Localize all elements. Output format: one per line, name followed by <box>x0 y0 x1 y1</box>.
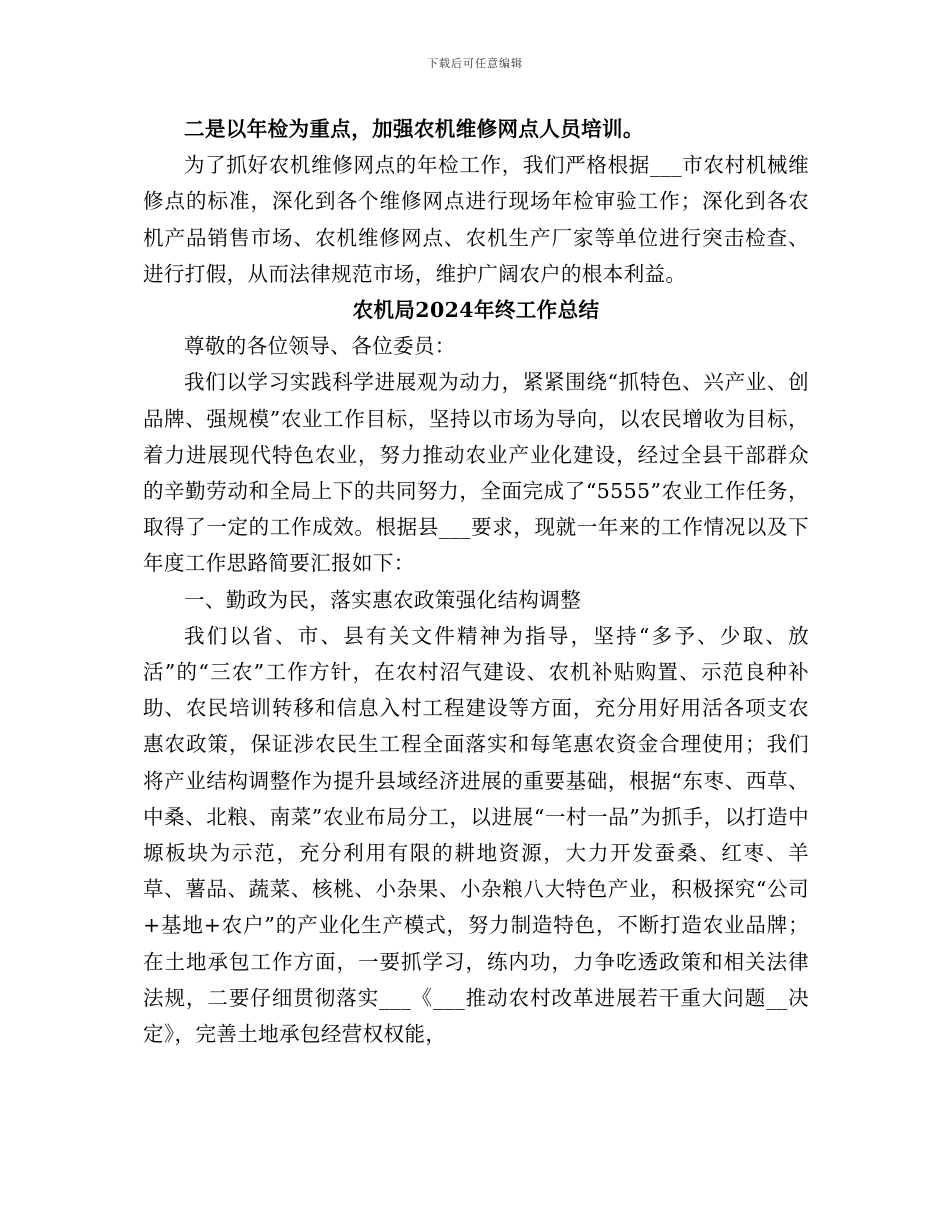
part1-paragraph: 我们以省、市、县有关文件精神为指导，坚持“多予、少取、放活”的“三农”工作方针，在农村沼气建设、农机补贴购置、示范良种补助、农民培训转移和信息入村工程建设等方面，充分用好用活各项支农惠农政策，保证涉农民生工程全面落实和每笔惠农资金合理使用；我们将产业结构调整作为提升县域经济进展的重要基础，根据“东枣、西草、中桑、北粮、南菜”农业布局分工，以进展“一村一品”为抓手，以打造中塬板块为示范，充分利用有限的耕地资源，大力开发蚕桑、红枣、羊草、薯品、蔬菜、核桃、小杂果、小杂粮八大特色产业，积极探究“公司+基地+农户”的产业化生产模式，努力制造特色，不断打造农业品牌；在土地承包工作方面，一要抓学习，练内功，力争吃透政策和相关法律法规，二要仔细贯彻落实___《___推动农村改革进展若干重大问题__决定》，完善土地承包经营权权能， <box>143 623 809 1047</box>
document-title: 农机局2024年终工作总结 <box>352 298 600 323</box>
salutation: 尊敬的各位领导、各位委员： <box>184 334 456 359</box>
section-heading: 二是以年检为重点，加强农机维修网点人员培训。 <box>184 117 644 141</box>
document-body <box>143 111 809 1052</box>
section-paragraph: 为了抓好农机维修网点的年检工作，我们严格根据___市农村机械维修点的标准，深化到各个维修网点进行现场年检审验工作；深化到各农机产品销售市场、农机维修网点、农机生产厂家等单位进行突击检查、进行打假，从而法律规范市场，维护广阔农户的根本利益。 <box>143 153 809 286</box>
intro-paragraph: 我们以学习实践科学进展观为动力，紧紧围绕“抓特色、兴产业、创品牌、强规模”农业工作目标，坚持以市场为导向，以农民增收为目标，着力进展现代特色农业，努力推动农业产业化建设，经过全县干部群众的辛勤劳动和全局上下的共同努力，全面完成了“5555”农业工作任务，取得了一定的工作成效。根据县___要求，现就一年来的工作情况以及下年度工作思路简要汇报如下： <box>143 370 809 576</box>
part1-heading: 一、勤政为民，落实惠农政策强化结构调整 <box>184 587 582 612</box>
page-header-note: 下载后可任意编辑 <box>427 57 523 70</box>
